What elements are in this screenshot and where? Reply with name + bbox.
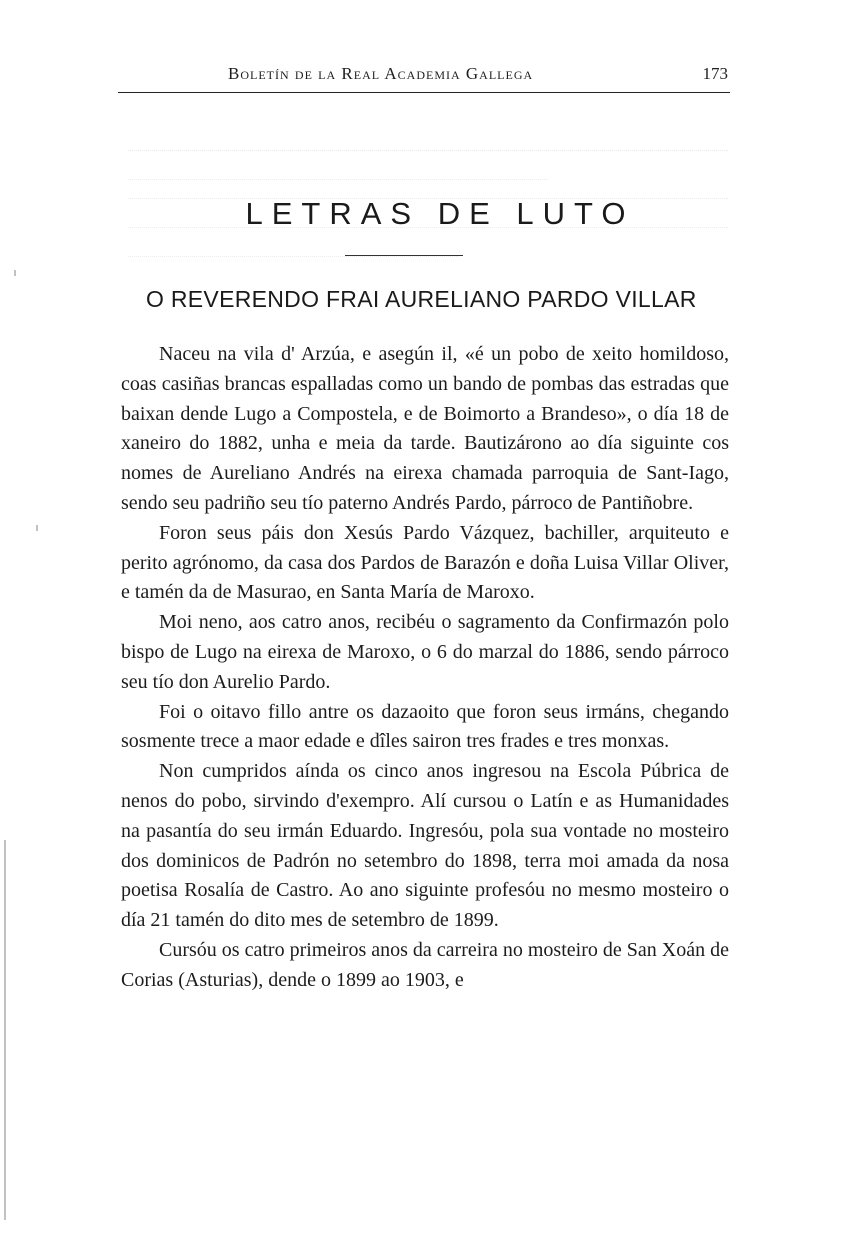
page-number: 173 — [702, 64, 728, 83]
binding-edge-mark — [4, 840, 6, 1220]
paragraph-1: Naceu na vila d' Arzúa, e asegún il, «é un pobo de xeito homildoso, coas casiñas brancas espalladas como un bando de pombas das estradas que baixan dende Lugo a Compostela, e de Boimorto a Brandeso», o día 18 de xaneiro do 1882, unha e meia da tarde. Bautizárono ao día siguinte cos nomes de Aureliano Andrés na eirexa chamada parroquia de Sant-Iago, sendo seu padriño seu tío paterno Andrés Pardo, párroco de Pantiñobre. — [121, 343, 729, 514]
section-heading: LETRAS DE LUTO — [245, 196, 635, 231]
heading-rule — [345, 255, 463, 256]
binding-edge-mark-2 — [14, 270, 16, 276]
paragraph-3: Moi neno, aos catro anos, recibéu o sagramento da Confirmazón polo bispo de Lugo na eirexa de Maroxo, o 6 do marzal do 1886, sendo párroco seu tío don Aurelio Pardo. — [121, 611, 729, 693]
binding-edge-mark-3 — [36, 525, 38, 531]
paragraph-5: Non cumpridos aínda os cinco anos ingresou na Escola Púbrica de nenos do pobo, sirvindo d'exempro. Alí cursou o Latín e as Humanidades na pasantía do seu irmán Eduardo. Ingresóu, pola sua vontade no mosteiro dos dominicos de Padrón no setembro do 1898, terra moi amada da nosa poetisa Rosalía de Castro. Ao ano siguinte profesóu no mesmo mosteiro o día 21 tamén do dito mes de setembro de 1899. — [121, 760, 729, 932]
paragraph-6: Cursóu os catro primeiros anos da carreira no mosteiro de San Xoán de Corias (Asturias), dende o 1899 ao 1903, e — [121, 938, 729, 991]
article-title: O REVERENDO FRAI AURELIANO PARDO VILLAR — [146, 286, 697, 312]
article-body — [121, 340, 729, 996]
running-header — [118, 62, 730, 93]
paragraph-2: Foron seus páis don Xesús Pardo Vázquez, bachiller, arquiteuto e perito agrónomo, da casa dos Pardos de Barazón e doña Luisa Villar Oliver, e tamén da de Masurao, en Santa María de Maroxo. — [121, 521, 729, 604]
running-title: Boletín de la Real Academia Gallega — [228, 64, 534, 83]
paragraph-4: Foi o oitavo fillo antre os dazaoito que foron seus irmáns, chegando sosmente trece a maor edade e dîles sairon tres frades e tres monxas. — [121, 700, 729, 753]
